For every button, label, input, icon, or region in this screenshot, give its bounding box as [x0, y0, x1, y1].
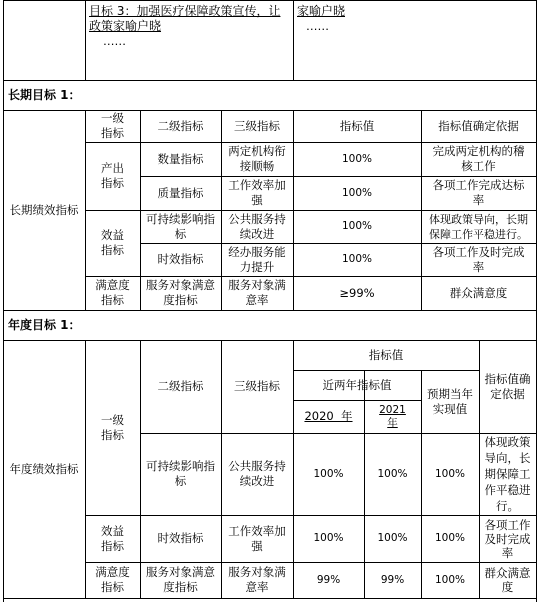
an-row2-2020: 99% — [316, 573, 341, 586]
an-row0-expected: 100% — [434, 467, 466, 480]
long-term-header: 长期目标 1： — [8, 87, 81, 102]
right-text-label: 家喻户晓 — [297, 4, 346, 18]
lt-row2-l3: 公共服务持 续改进 — [228, 211, 286, 241]
an-col-2020 — [293, 400, 364, 433]
an-row0-l2: 可持续影响指 标 — [146, 459, 215, 488]
lt-col-level1: 一级 指标 — [101, 111, 124, 140]
an-row1-l3: 工作效率加 强 — [228, 523, 286, 553]
lt-row3-value: 100% — [341, 253, 373, 265]
an-row1-2021: 100% — [377, 532, 408, 544]
lt-row1-basis: 各项工作完成达标 率 — [432, 178, 525, 207]
goal3-text — [89, 4, 289, 34]
lt-row0-basis: 完成两定机构的稽 核工作 — [432, 144, 525, 173]
lt-row2-l2: 可持续影响指 标 — [146, 211, 215, 241]
an-col-level3: 三级指标 — [234, 379, 280, 393]
lt-satisfaction-label: 满意度 指标 — [95, 278, 130, 307]
lt-benefit-label: 效益 指标 — [101, 228, 124, 257]
right-text — [297, 4, 397, 19]
long-term-section-label: 长期绩效指标 — [9, 202, 79, 217]
an-row1-expected: 100% — [434, 532, 466, 544]
lt-row0-value: 100% — [341, 152, 373, 165]
lt-row0-l3: 两定机构衔 接顺畅 — [228, 144, 286, 173]
lt-row3-l3: 经办服务能 力提升 — [228, 244, 286, 274]
lt-row3-l2: 时效指标 — [157, 252, 204, 266]
an-row0-2020: 100% — [313, 467, 344, 480]
an-row1-basis: 各项工作 及时完成 率 — [484, 517, 531, 560]
an-row0-l3: 公共服务持 续改进 — [228, 459, 286, 488]
lt-row1-l2: 质量指标 — [157, 185, 204, 200]
annual-header: 年度目标 1： — [8, 317, 81, 332]
lt-row4-l2: 服务对象满意 度指标 — [146, 278, 215, 307]
lt-row1-value: 100% — [341, 186, 373, 199]
lt-col-level2: 二级指标 — [157, 118, 204, 133]
an-row1-2020: 100% — [313, 532, 344, 544]
an-row2-l2: 服务对象满意 度指标 — [146, 565, 215, 594]
an-col-level2: 二级指标 — [157, 379, 204, 393]
lt-row3-basis: 各项工作及时完成 率 — [432, 244, 525, 274]
an-col-2021 — [364, 400, 421, 433]
an-col-2020-text: 2020 年 — [304, 409, 353, 423]
lt-output-label: 产出 指标 — [101, 161, 124, 190]
an-row1-l2: 时效指标 — [157, 531, 204, 545]
an-col-basis: 指标值确 定依据 — [484, 371, 531, 401]
annual-section-label: 年度绩效指标 — [9, 461, 79, 476]
an-col-level1: 一级 指标 — [101, 412, 124, 442]
an-row2-expected: 100% — [434, 573, 466, 586]
lt-col-level3: 三级指标 — [234, 118, 280, 133]
lt-row4-l3: 服务对象满 意率 — [228, 278, 286, 307]
an-row2-l3: 服务对象满 意率 — [228, 565, 286, 594]
right-dots: …… — [306, 18, 329, 33]
lt-row0-l2: 数量指标 — [157, 151, 204, 166]
an-benefit-label: 效益 指标 — [101, 523, 124, 553]
lt-col-value: 指标值 — [339, 118, 375, 133]
lt-row2-value: 100% — [341, 220, 373, 232]
lt-row4-basis: 群众满意度 — [449, 285, 508, 300]
an-satisfaction-label: 满意度 指标 — [95, 565, 130, 594]
an-col-value: 指标值 — [368, 347, 404, 362]
an-col-recent: 近两年指标值 — [322, 377, 392, 392]
an-row2-2021: 99% — [380, 573, 405, 586]
goal3-label: 目标 3：加强医疗保障政策宣传，让政策家喻户晓 — [89, 4, 281, 33]
lt-row4-value: ≥99% — [339, 285, 375, 300]
lt-row1-l3: 工作效率加 强 — [228, 178, 286, 207]
lt-row2-basis: 体现政策导向，长期 保障工作平稳进行。 — [429, 212, 528, 241]
goal3-dots: …… — [103, 33, 126, 48]
an-row0-basis: 体现政策 导向，长 期保障工 作平稳进 行。 — [484, 435, 531, 513]
lt-col-basis: 指标值确定依据 — [438, 118, 519, 133]
an-row0-2021: 100% — [377, 467, 408, 480]
an-col-2021-text: 2021 年 — [379, 403, 406, 429]
an-col-expected: 预期当年 实现值 — [427, 386, 473, 416]
an-row2-basis: 群众满意 度 — [484, 566, 531, 594]
